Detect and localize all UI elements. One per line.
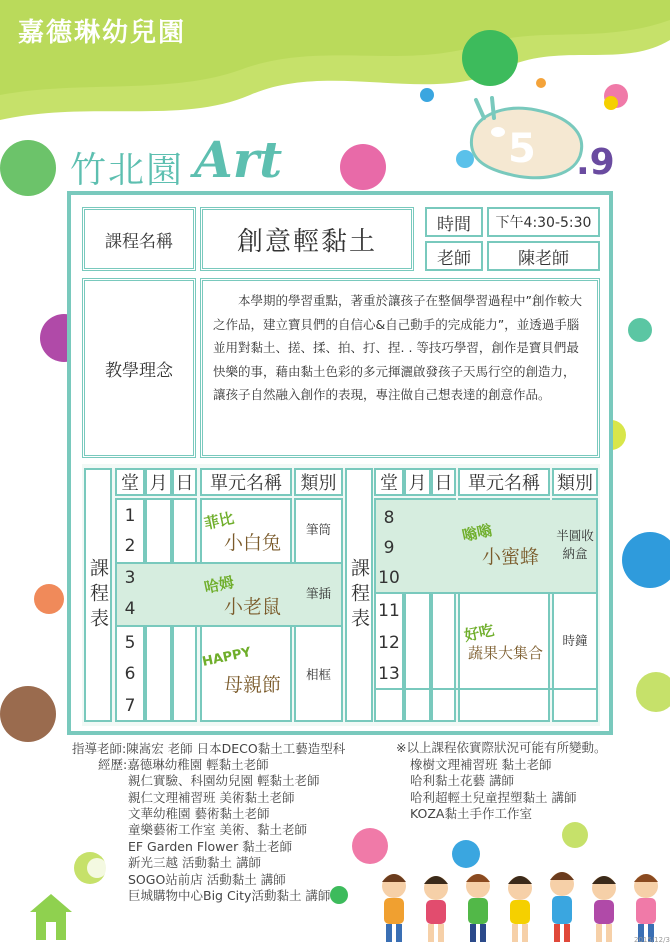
right-session-11: 11 xyxy=(378,601,400,621)
speech-bubble-icon xyxy=(84,856,110,882)
note-line-4: 哈利超輕土兒童捏塑黏土 講師 xyxy=(410,790,577,805)
art-title: Art xyxy=(194,130,283,189)
left-row-divider xyxy=(115,562,343,564)
unit-name: 小白兔 xyxy=(224,532,282,554)
right-category-1: 半圓收納盒 xyxy=(556,528,594,561)
instructor-line-6: 童樂藝術工作室 美術、黏土老師 xyxy=(128,822,307,837)
instructor-line-1: 指導老師:陳嵩宏 老師 日本DECO黏土工藝造型科 xyxy=(72,741,346,756)
header-day-right: 日 xyxy=(431,468,456,496)
left-session-4: 4 xyxy=(124,599,136,619)
label-schedule-right xyxy=(345,468,373,722)
date-day: .9 xyxy=(576,142,615,183)
right-unit-1 xyxy=(460,514,550,580)
unit-tag: 嗡嗡 xyxy=(460,521,494,545)
school-name: 嘉德琳幼兒園 xyxy=(18,18,187,48)
header-unit-right: 單元名稱 xyxy=(458,468,550,496)
left-unit-2 xyxy=(202,566,292,622)
left-category-1: 筆筒 xyxy=(305,522,331,537)
label-teacher: 老師 xyxy=(425,241,483,271)
left-category-3: 相框 xyxy=(305,667,331,682)
header-category-left: 類別 xyxy=(294,468,343,496)
left-row-divider xyxy=(115,625,343,627)
instructor-line-3: 親仁實驗、科園幼兒園 輕黏土老師 xyxy=(128,773,320,788)
decor-dot-lime-bottom xyxy=(562,822,588,848)
course-teacher: 陳老師 xyxy=(487,241,600,271)
unit-tag: 哈姆 xyxy=(202,573,236,597)
decor-dot-lime-bottom-right xyxy=(636,672,670,712)
decor-dot-blue-right xyxy=(622,532,670,588)
unit-name: 小蜜蜂 xyxy=(482,546,540,568)
instructor-line-5: 文華幼稚園 藝術黏土老師 xyxy=(128,806,270,821)
header-category-right: 類別 xyxy=(552,468,598,496)
philosophy-text: 本學期的學習重點，著重於讓孩子在整個學習過程中”創作較大之作品，建立寶貝們的自信心&自己動手的完成能力”，並透過手腦並用對黏土、搓、揉、拍、打、捏. . 等技巧學習，創作是寶貝們最快樂的事，藉由黏土色彩的多元揮灑啟發孩子天馬行空的創造力，讓孩子自然融入創作的表現，專注做自己想表達的創意作品。 xyxy=(200,278,600,458)
note-line-3: 哈利黏土花藝 講師 xyxy=(410,773,514,788)
right-session-10: 10 xyxy=(378,568,400,588)
label-schedule-left xyxy=(84,468,112,722)
schedule-label-text-left: 課程表 xyxy=(87,557,109,633)
header-day-left: 日 xyxy=(172,468,197,496)
decor-dot-green-bottom xyxy=(330,886,348,904)
course-name: 創意輕黏土 xyxy=(200,207,414,271)
label-time: 時間 xyxy=(425,207,483,237)
left-session-5: 5 xyxy=(124,633,136,653)
note-line-5: KOZA黏土手作工作室 xyxy=(410,806,532,821)
left-session-3: 3 xyxy=(124,568,136,588)
left-unit-1 xyxy=(202,504,292,560)
decor-dot-orange-left xyxy=(34,584,64,614)
decor-dot-green-large xyxy=(462,30,518,86)
label-course-name: 課程名稱 xyxy=(82,207,196,271)
date-month: 5 xyxy=(508,126,536,172)
decor-dot-teal-right xyxy=(628,318,652,342)
instructor-line-7: EF Garden Flower 黏土老師 xyxy=(128,839,293,854)
header-session-left: 堂 xyxy=(115,468,145,496)
instructor-line-8: 新光三越 活動黏土 講師 xyxy=(128,855,261,870)
left-session-7: 7 xyxy=(124,696,136,716)
campus-title: 竹北園 xyxy=(70,150,185,191)
instructor-line-10: 巨城購物中心Big City活動黏土 講師 xyxy=(128,888,331,903)
course-time: 下午4:30-5:30 xyxy=(487,207,600,237)
header-month-right: 月 xyxy=(404,468,431,496)
decor-dot-green-left xyxy=(0,140,56,196)
unit-tag: 菲比 xyxy=(202,509,236,533)
left-unit-3 xyxy=(202,640,292,700)
decor-dot-pink-mid xyxy=(340,144,386,190)
note-line-2: 橡樹文理補習班 黏土老師 xyxy=(410,757,552,772)
schedule-label-text-right: 課程表 xyxy=(348,557,370,633)
label-philosophy: 教學理念 xyxy=(82,278,196,458)
unit-name: 小老鼠 xyxy=(224,596,282,618)
left-session-6: 6 xyxy=(124,664,136,684)
decor-dot-brown-left xyxy=(0,686,56,742)
unit-name: 蔬果大集合 xyxy=(468,644,544,662)
right-row-divider xyxy=(374,688,598,690)
right-session-13: 13 xyxy=(378,664,400,684)
right-session-9: 9 xyxy=(383,538,395,558)
unit-tag: 好吃 xyxy=(462,621,496,645)
children-illustration xyxy=(372,862,670,946)
instructor-line-9: SOGO站前店 活動黏土 講師 xyxy=(128,872,286,887)
left-session-2: 2 xyxy=(124,536,136,556)
decor-dot-pink-bottom xyxy=(352,828,388,864)
house-icon xyxy=(26,884,76,944)
header-month-left: 月 xyxy=(145,468,172,496)
right-unit-2 xyxy=(460,614,550,674)
instructor-line-4: 親仁文理補習班 美術黏土老師 xyxy=(128,790,295,805)
instructor-line-2: 經歷:嘉德琳幼稚園 輕黏土老師 xyxy=(98,757,269,772)
right-session-8: 8 xyxy=(383,508,395,528)
header-session-right: 堂 xyxy=(374,468,404,496)
right-category-2: 時鐘 xyxy=(562,633,588,648)
left-session-1: 1 xyxy=(124,506,136,526)
note-line-1: ※以上課程依實際狀況可能有所變動。 xyxy=(396,740,607,755)
decor-dot-orange xyxy=(536,78,546,88)
left-category-2: 筆插 xyxy=(305,586,331,601)
decor-dot-blue-small xyxy=(420,88,434,102)
unit-tag: HAPPY xyxy=(200,645,253,670)
right-session-12: 12 xyxy=(378,633,400,653)
header-unit-left: 單元名稱 xyxy=(200,468,292,496)
footer-code: 2015/12/3 xyxy=(634,936,670,944)
unit-name: 母親節 xyxy=(224,674,282,696)
